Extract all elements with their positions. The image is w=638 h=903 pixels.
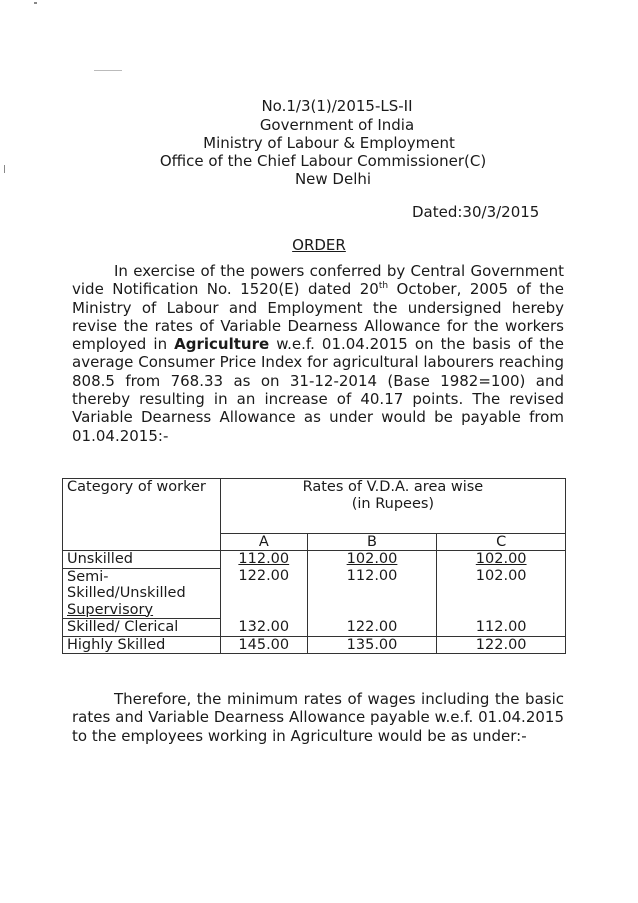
area-b-header: B: [307, 533, 437, 551]
rate-c-cell: 122.00: [437, 636, 566, 654]
area-a-header: A: [220, 533, 307, 551]
rate-c-cell: 102.00: [437, 568, 566, 619]
table-row: [63, 636, 566, 654]
rate-c-cell: 102.00: [437, 551, 566, 569]
sector-name: Agriculture: [174, 335, 270, 354]
table-row: [63, 551, 566, 569]
vda-rates-table: [62, 478, 566, 654]
government-line: Government of India: [259, 116, 415, 134]
rate-b-cell: 112.00: [307, 568, 437, 619]
table-header-row: [63, 479, 566, 534]
rate-a-cell: 112.00: [220, 551, 307, 569]
reference-number: No.1/3(1)/2015-LS-II: [261, 97, 413, 115]
rate-a-cell: 145.00: [220, 636, 307, 654]
office-line: Office of the Chief Labour Commissioner(C): [159, 152, 487, 170]
rate-c-cell: 112.00: [437, 619, 566, 637]
category-cell: Semi- Skilled/Unskilled Supervisory: [63, 568, 221, 619]
table-row: [63, 568, 566, 619]
scan-speck: [34, 2, 37, 4]
ministry-line: Ministry of Labour & Employment: [203, 134, 455, 152]
rate-b-cell: 122.00: [307, 619, 437, 637]
category-cell: Highly Skilled: [63, 636, 221, 654]
scan-speck: [94, 70, 122, 71]
category-header: Category of worker: [63, 479, 221, 534]
area-header-row: [63, 533, 566, 551]
rate-b-cell: 135.00: [307, 636, 437, 654]
order-title: ORDER: [292, 236, 346, 254]
order-paragraph: In exercise of the powers conferred by Central Government vide Notification No. 1520(E) dated 20th October, 2005 of the Ministry of Labour and Employment the undersigned hereby revise the rates of Variable Dearness Allowance for the workers employed in Agriculture w.e.f. 01.04.2015 on the basis of the average Consumer Price Index for agricultural labourers reaching 808.5 from 768.33 as on 31-12-2014 (Base 1982=100) and thereby resulting in an increase of 40.17 points. The revised Variable Dearness Allowance as under would be payable from 01.04.2015:-: [72, 262, 564, 445]
date-line: Dated:30/3/2015: [412, 203, 540, 221]
rate-b-cell: 102.00: [307, 551, 437, 569]
category-cell: Unskilled: [63, 551, 221, 569]
rate-a-cell: 132.00: [220, 619, 307, 637]
rates-header: Rates of V.D.A. area wise (in Rupees): [220, 479, 565, 534]
wages-paragraph: Therefore, the minimum rates of wages including the basic rates and Variable Dearness Allowance payable w.e.f. 01.04.2015 to the employees working in Agriculture would be as under:-: [72, 690, 564, 745]
city-line: New Delhi: [294, 170, 372, 188]
table-row: [63, 619, 566, 637]
area-c-header: C: [437, 533, 566, 551]
category-cell: Skilled/ Clerical: [63, 619, 221, 637]
rate-a-cell: 122.00: [220, 568, 307, 619]
